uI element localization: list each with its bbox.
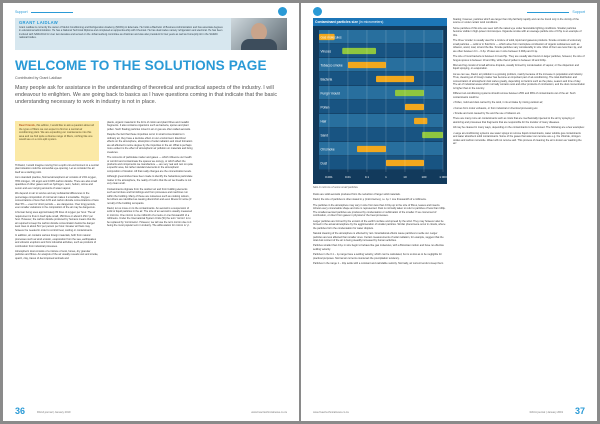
paragraph: Natural cleaning of the atmosphere is effected by rain. Gravitational effects cause particles to settle out. Larger particles are less affected than smaller ones. Certain measurements of solar radiation, for example, suggest that the total dust content of the air is being steadily increased by human activities. [313,232,444,242]
paragraph: Larger particles are formed by the erosion of the earth's surface and spread by the wind. They may however also be formed in the actual atmosphere by the agglomeration of smaller particles. Similar phenomena occur in clouds, where the particles form the condensation for water droplets. [313,219,446,230]
chart-range-bar [357,146,386,152]
chart-plot [313,26,447,184]
paragraph: • Smoke and soot caused by fire and the use of tobacco etc. [453,111,521,115]
paragraph: The three 'smoke' is usually used for a mixture of solid, liquid and gaseous products. Smoke consists of extremely small particles — solid or in fluid form — which arise from incomplete combustion of organic substances such as tobacco, wood, coal, oil and the like. Smoke particles vary considerably in size. Most of them are less than 1μ, and are often between 0.1 – 0.3μ. Viruses are in size between 0.003μ and 0.1μ. [453,39,582,53]
paragraph: David, the size of particles is often stated in μ (micrometres), i.e. 1μ = one thousandth of a millimetre. [313,198,427,202]
magazine-logo-icon [278,7,287,16]
chart-axis-tick-label: 0.1 [364,175,370,179]
paragraph: All may be cleaned in many ways, depending on the contaminants to be removed. The following are a few examples: [453,126,585,130]
left-column-1 [15,164,99,262]
magazine-logo-icon [313,7,322,16]
reader-question-text [19,124,95,142]
chart-axis-tick-label: 1 000 [439,175,447,179]
paragraph: Some particles of this size are seen with the naked eye under favourable lighting conditions. Smaller particles become visible in high-power microscopes. Cigarette smoke with an average particle size of 0.5μ is an example of this. [453,26,582,37]
paragraph: David, let us move on to the contaminants. An aerosol is a suspension of solid or liquid particles in the air. The size of an aerosol is usually measured in microns. One micron is one millionth of a metre or one thousandth of a millimetre. Under the International System Units (SI) the term 'micron' is to be replaced by 'micrometre'. However, we will use the term micron due to it being the most popular term in industry. The abbreviation for micron is 'μ'. [107,206,193,228]
paragraph: • Fumes from motor exhausts, or from industrial or chemical processing etc. [453,106,539,110]
chart-row-band [319,100,443,113]
chart-axis-tick-label: 10 [403,175,407,179]
paragraph: • Pollen, mold and dust carried by the wind, in its at intake by mixing outdoor air; [453,101,544,105]
paragraph: In addition, air contains various foreign materials, both from natural processes such as wind erosion, evaporation from the sea, earthquakes and volcanic eruptions and from industrial activities, such as products of combustion from industrial processes. [15,234,97,248]
paragraph: Particles in the 0.1 – 1μ range have a settling velocity, which can be calculated, but is so low as to be negligible for practical purposes. Normal air currents counteract the precipitation tendency. [313,253,442,260]
reader-question-body: this edition, I would like to ask a question about all the types of filters we can expect to find on a central air conditioning plant. We are expanding our maintenance into this area and we find quite a diverse range of filters, nothing like one would see on a mini-split system. [19,124,94,141]
chart-row-label: Sand [320,133,328,138]
paragraph: Atmospheric dust consists of a mixture of soot, fumes, dry granular particles and fibres. An analysis of the air usually reveals soot and smoke, quartz, clay, traces of decomposed animals and [15,249,99,260]
paragraph: Contaminants originate from the outdoor air and from building elements such as furniture and furnishings and from processes and machines run within the building. Many of these are nuisances such as cooking odours, but others are identified as causing discomfort and even illness for some (if not all) of the building occupants. [107,187,192,205]
paragraph: plants, organic material in the form of cotton and plant fibres and metallic fragments. It also contains organisms such as bacteria, spores and plant pollen. Such floating particles mixed in air or gas are often called aerosols. [107,121,191,131]
right-page [301,3,597,421]
chart-title [315,20,383,24]
chart-row-label: Viruses [320,49,332,54]
paragraph: Dusts are solid aerosols produced from the reduction of larger solid materials. [313,193,401,196]
author-box [15,18,287,50]
section-tab [524,10,585,14]
chart-row-label: Hair [320,119,327,124]
paragraph: Mist and fog consist of small airborne droplets, usually formed by condensation of vapour, or fine dispersion and liquid spraying, or evaporation. [453,63,579,71]
paragraph: A human being uses approximately 80 litres of oxygen per hour. The air requirement is thus in itself quite small, 150 litres or about 0.15m³ per hour. However, the carbon dioxide produced by humans means that the air required to keep the carbon dioxide concentration below the danger level rises to about 5m³ per person per hour. Greater air flows may however be needed in order to control heat, cooling or contaminants. [15,211,96,232]
footer-website: www.hvacrtechnicalnews.co.za [251,411,287,414]
paragraph: Particles in the range 1 – 10μ settle with a constant and calculable velocity. Normally, air current tends to keep them [313,262,444,266]
paragraph: We depend on air to survive and any substantial differences in the percentage composition of normal air makes it unsuitable. Oxygen concentrations of less than 12% and carbon dioxide concentrations of less than 5% — even for short periods — are dangerous. Over long periods, even smaller variations in the composition of the air may be dangerous. [15,192,99,209]
paragraph: The size of most bacteria is between 0.4 and 5μ. They are usually also found on larger particles, however, the size of fungus spores is between 10 and 30μ, while that of pollen is between 10 and 100μ. [453,55,585,62]
paragraph: Hi David, I would imagine moving from a split unit environment to a central plant situation could be somewhat eye-opening. Let us consider the air itself as a starting point. [15,164,99,174]
paragraph: floating; however, particles which are larger than 10μ fall fairly rapidly and can be found only in the vicinity of the source or under certain wind conditions. [453,18,579,25]
page-number: 37 [574,406,585,416]
author-photo [231,18,287,50]
author-bio: Grant Laidlaw is currently the owner of Merlot Conditioning and Refrigeration Academy (MCRA) in Edenvale. He holds a Bachelor of Business Administration and has associate degrees in educational administration. He has a National Technical Diploma and completed an apprenticeship with Chemtek. He has dual trades namely refrigeration and electrical. He has been involved with SARACCA for over two decades and served on the Johannesburg committee as chairman and was also president for two years as well as Comeprity kit in the SARAC national bodies. [19,26,223,39]
paragraph: The concerns of particulate matter and gases — which influence our health or comfort and contaminate the spaces we occupy, or which affect the products and components we manufacture — are very real and rest on quite a specific area, but rather standard elements in the atmospheric composition of location. All that really changes are the concentration levels. [107,156,193,173]
article-standfirst: Many people ask for assistance in the understanding of theoretical and practical aspects of the industry. I will endeavour to enlighten. We are going back to basics as I have questions coming in that indicate that the basic understanding necessary to work in industry is not in place. [15,85,278,105]
chart-row-label: Tobacco smoke [320,63,343,68]
particle-size-chart [313,18,447,184]
page-number: 36 [15,406,26,416]
paragraph: The particles in the atmosphere may vary in size from less than 0.01μ up to the size of fibres, leaves and insects. Almost every conceivable shape and size is represented. Dust is normally taken to refer to particles of less than 100μ. The smallest aerosol particles are produced by condensation or sublimation of the smaller. If we concerned of combustion, or direct from gases in physical or the heat processes. [313,203,446,218]
chart-title-main: Contaminant particles size [315,19,358,24]
chart-range-bar [405,104,424,110]
chart-row-band [319,156,443,169]
footer-journal: RACA journal | January 2019 [37,411,71,414]
chart-row-band [319,44,443,57]
paragraph: Although great strides have been made to identify the hazardous particulate matter in the atmosphere, the reality of it all is that the air we breathe is not very clean at all. [107,175,193,186]
left-column-2 [107,121,193,230]
chart-row-label: Gas molecules [320,35,342,40]
article-byline: Contributed by Grant Laidlaw [15,76,62,80]
chart-title-bar [313,18,447,26]
reader-question-lead: Dear Friends, [19,124,36,127]
chart-axis-tick-label: 100 [421,175,427,179]
chart-range-bar [376,76,414,82]
chart-title-sub: (in micrometers) [358,19,384,24]
chart-range-bar [414,118,427,124]
paragraph: Particles smaller than 0.1μ in size begin to behave like gas molecules, with a Brownian motion and have no effective settling velocity. [313,244,444,251]
chart-row-label: Fungi / mould [320,91,340,96]
footer-journal: RACA journal | January 2019 [529,411,563,414]
chart-axis-tick-label: 0.001 [325,175,333,179]
author-photo-body [241,39,277,50]
chart-row-label: Pollen [320,105,330,110]
section-tab [15,10,76,14]
chart-row-label: Oil smoke [320,147,335,152]
section-tab-label: Support [572,10,585,14]
author-name: GRANT LAIDLAW [19,20,59,25]
right-column-1 [313,193,447,268]
chart-row-label: Bacteria [320,77,333,82]
paragraph: As we can see, David, air pollution is a growing problem, mainly because of the increase in population and industry. Thus, cleaning air of foreign matter has become an important part of air-conditioning. The total distribution and concentration of atmospheric dust varies greatly, depending on factors such as the place, season and time of day. The air of industrial areas which normally contains soot and other products of combustion, and the dust concentration is higher than in the country. [453,72,585,90]
chart-range-bar [422,132,443,138]
paragraph: As is standard practice, Normal atmospheric air consists of 21% oxygen, 78% nitrogen, 1% argon and 0.03% carbon dioxide. There are also small quantities of other gases such as hydrogen, neon, helium, ozone and xenon and ever varying amounts of water vapour. [15,176,97,190]
section-tab-rule [527,12,569,13]
chart-range-bar [395,90,424,96]
section-tab-rule [31,12,73,13]
chart-axis-tick-label: 0.01 [345,175,351,179]
chart-range-bar [342,48,376,54]
left-page [3,3,299,421]
paragraph: Despite the fact that these impurities occur in small concentrations in ordinary air, they have a decisive effect on our environment. Electrical effects on the atmosphere, absorption of solar radiation and cloud formation are all affected to some degree by the impurities in the air. What is perhaps more evident is the effect of atmospheric air pollution on materials and living creatures. [107,133,193,154]
reader-question-box [15,121,99,161]
right-column-2 [453,18,585,148]
chart-axis-tick-label: 1 [385,175,387,179]
article-headline: WELCOME TO THE SOLUTIONS PAGE [15,58,267,73]
paragraph: • Large air-conditioning systems use water sprays to remove liquid contaminants, water soluble gas contaminants and water absorbent solid contaminants. Some of the gases that water can remove are e.g. the chloride, nitrogen oxides and carbon monoxide. Water will not remove ash. This process of cleaning the air is known as 'washing the air'. [453,131,582,146]
footer-website: www.hvacrtechnicalnews.co.za [313,411,349,414]
paragraph: There are many more air contaminants such as mists that are mechanically injected to the air by spraying or atomizing and processes that fragments that are responsible for the transfer of many diseases. [453,117,575,124]
chart-caption: Size in microns of some small particles. [313,186,359,189]
paragraph: Different air-conditioning systems should remove between 25% and 99% of contaminants out of the air. Such contaminants could be: [453,92,576,99]
section-tab-label: Support [15,10,28,14]
chart-row-label: Dust [320,161,328,166]
